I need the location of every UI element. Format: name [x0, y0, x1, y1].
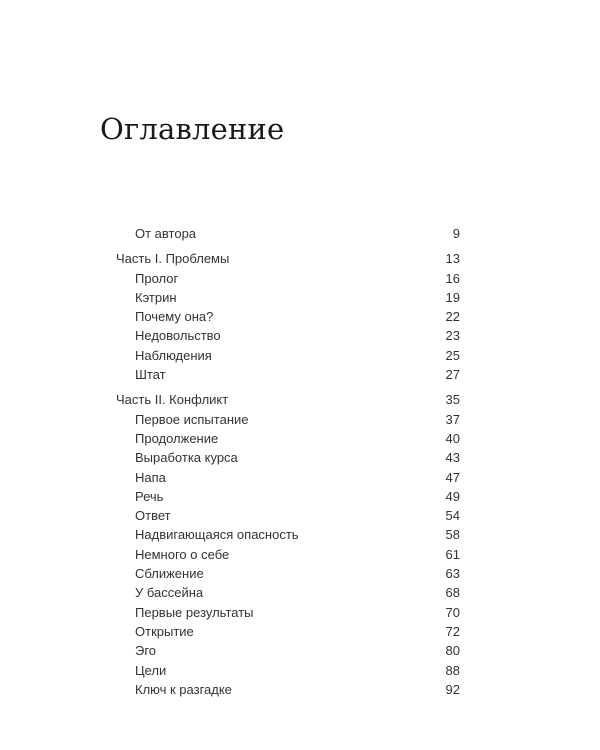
- toc-entry: [116, 326, 460, 345]
- toc-entry: [116, 661, 460, 680]
- toc-entry-title: Пролог: [135, 270, 179, 286]
- toc-entry-title: Эго: [135, 643, 157, 659]
- toc-page-number: 27: [445, 367, 460, 383]
- toc-entry-title: Напа: [135, 469, 166, 485]
- toc-entry: [116, 506, 460, 525]
- toc-entry: [116, 468, 460, 487]
- toc-entry: [116, 410, 460, 429]
- toc-entry: [116, 564, 460, 583]
- toc-page-number: 40: [445, 430, 460, 446]
- toc-entry: [116, 545, 460, 564]
- toc-entry-title: Сближение: [135, 566, 204, 582]
- toc-entry: [116, 603, 460, 622]
- toc-page-number: 92: [445, 681, 460, 697]
- toc-entry-title: Открытие: [135, 623, 194, 639]
- toc-entry: [116, 487, 460, 506]
- toc-page-number: 70: [445, 604, 460, 620]
- toc-page-number: 54: [445, 508, 460, 524]
- toc-entry: [116, 448, 460, 467]
- toc-part-entry: [116, 249, 460, 268]
- toc-entry-title: Часть I. Проблемы: [116, 251, 230, 267]
- table-of-contents: [116, 224, 460, 699]
- toc-page-number: 23: [445, 328, 460, 344]
- toc-entry: [116, 346, 460, 365]
- toc-page-number: 80: [445, 643, 460, 659]
- toc-entry: [116, 680, 460, 699]
- toc-entry-title: Продолжение: [135, 430, 219, 446]
- toc-entry: [116, 429, 460, 448]
- toc-entry-title: Надвигающаяся опасность: [135, 527, 299, 543]
- toc-entry-title: Первые результаты: [135, 604, 254, 620]
- toc-page-number: 22: [445, 309, 460, 325]
- toc-page-number: 68: [445, 585, 460, 601]
- toc-entry: [116, 583, 460, 602]
- toc-page-number: 16: [445, 270, 460, 286]
- toc-page-number: 61: [445, 546, 460, 562]
- toc-page-number: 43: [445, 450, 460, 466]
- toc-entry: [116, 622, 460, 641]
- toc-entry-title: Штат: [135, 367, 166, 383]
- toc-page-number: 49: [445, 488, 460, 504]
- toc-page-number: 35: [445, 392, 460, 408]
- toc-entry: [116, 525, 460, 544]
- toc-entry-title: Ключ к разгадке: [135, 681, 232, 697]
- toc-entry-title: Первое испытание: [135, 411, 249, 427]
- toc-entry-title: Кэтрин: [135, 289, 177, 305]
- toc-part-entry: [116, 390, 460, 409]
- toc-entry: [116, 307, 460, 326]
- toc-entry-title: Ответ: [135, 508, 171, 524]
- toc-entry-title: Немного о себе: [135, 546, 230, 562]
- toc-entry-title: Выработка курса: [135, 450, 238, 466]
- toc-entry-title: Недовольство: [135, 328, 221, 344]
- toc-page-number: 58: [445, 527, 460, 543]
- toc-page-number: 88: [445, 662, 460, 678]
- toc-entry: [116, 641, 460, 660]
- toc-entry-title: У бассейна: [135, 585, 204, 601]
- toc-page-number: 19: [445, 289, 460, 305]
- toc-page-number: 47: [445, 469, 460, 485]
- page-title: Оглавление: [100, 112, 285, 146]
- toc-entry: [116, 365, 460, 384]
- toc-entry-title: Почему она?: [135, 309, 214, 325]
- toc-page-number: 13: [445, 251, 460, 267]
- toc-page-number: 9: [452, 226, 460, 241]
- toc-entry: [116, 288, 460, 307]
- toc-entry-title: От автора: [135, 226, 197, 241]
- toc-entry-title: Наблюдения: [135, 347, 212, 363]
- toc-page-number: 37: [445, 411, 460, 427]
- toc-entry-title: Цели: [135, 662, 167, 678]
- toc-page-number: 25: [445, 347, 460, 363]
- toc-entry-title: Часть II. Конфликт: [116, 392, 229, 408]
- toc-entry-title: Речь: [135, 488, 164, 504]
- toc-entry: [116, 269, 460, 288]
- toc-page-number: 72: [445, 623, 460, 639]
- toc-page-number: 63: [445, 566, 460, 582]
- toc-entry: [116, 224, 460, 243]
